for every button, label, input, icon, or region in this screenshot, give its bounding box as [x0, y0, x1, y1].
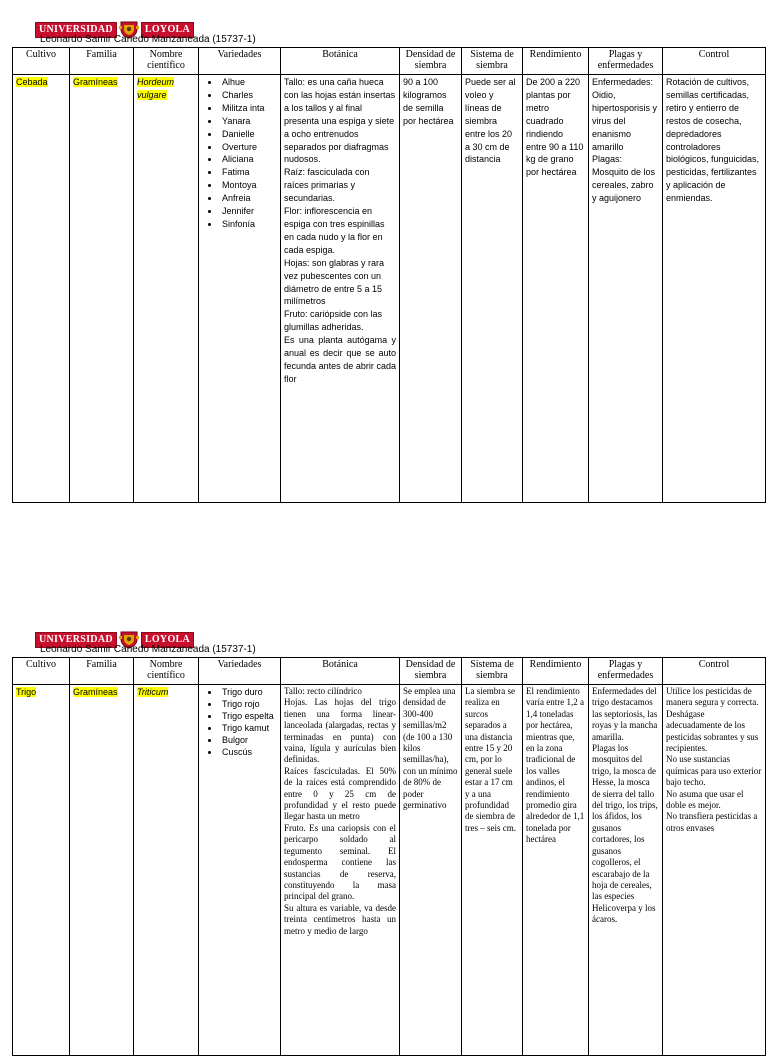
page-header: [0, 0, 768, 45]
list-item: • Trigo kamut: [220, 722, 277, 734]
list-item: • Trigo espelta: [220, 710, 277, 722]
plagas-paragraph: Plagas: Mosquito de los cereales, zabro y aguijonero: [592, 154, 656, 204]
list-item: • Yanara: [220, 115, 277, 128]
author-line: Leonardo Samir Canedo Manzaneada (15737-1): [40, 644, 256, 655]
botanica-paragraph: Hojas. Las hojas del trigo tienen una forma linear-lanceolada (alargadas, rectas y terminadas en punta) con vaina, lígula y aurículas bien definidas.: [284, 697, 396, 765]
col-header-familia: Familia: [70, 48, 134, 75]
cell-sistema: La siembra se realiza en surcos separados a una distancia entre 15 y 20 cm, por lo general suele estar a 17 cm y a una profundidad de siembra de tres – seis cm.: [462, 685, 523, 1056]
cell-familia: [70, 685, 134, 1056]
col-header-nombre-cientifico: Nombre científico: [134, 658, 199, 685]
botanica-paragraph: Tallo: es una caña hueca con las hojas están insertas a los tallos y al final presenta una espiga y siete a ocho entrenudos separados por diafragmas nudosos.: [284, 77, 396, 165]
list-item: • Anfreia: [220, 192, 277, 205]
col-header-nombre-cientifico: Nombre científico: [134, 48, 199, 75]
col-header-rendimiento: Rendimiento: [523, 658, 589, 685]
control-paragraph: No transfiera pesticidas a otros envases: [666, 811, 758, 833]
cell-cultivo: [13, 685, 70, 1056]
botanica-paragraph: Su altura es variable, va desde treinta centímetros hasta un metro y medio de largo: [284, 902, 396, 936]
cell-botanica: [281, 685, 400, 1056]
control-paragraph: No asuma que usar el doble es mejor.: [666, 788, 744, 811]
list-item: • Charles: [220, 89, 277, 102]
col-header-sistema: Sistema de siembra: [462, 658, 523, 685]
list-item: • Jennifer: [220, 205, 277, 218]
table-header-row: [13, 48, 766, 75]
logo-word-universidad: UNIVERSIDAD: [35, 22, 117, 38]
list-item: • Fatima: [220, 166, 277, 179]
cell-sistema: Puede ser al voleo y líneas de siembra entre los 20 a 30 cm de distancia: [462, 75, 523, 503]
cell-familia: [70, 75, 134, 503]
col-header-cultivo: Cultivo: [13, 658, 70, 685]
logo-word-loyola: LOYOLA: [141, 22, 194, 38]
col-header-plagas: Plagas y enfermedades: [589, 48, 663, 75]
botanica-paragraph: Hojas: son glabras y rara vez pubescentes con un diámetro de entre 5 a 15 milímetros: [284, 257, 385, 307]
cell-variedades: [199, 685, 281, 1056]
col-header-botanica: Botánica: [281, 48, 400, 75]
cell-rendimiento: De 200 a 220 plantas por metro cuadrado rindiendo entre 90 a 110 kg de grano por hectárea: [523, 75, 589, 503]
col-header-control: Control: [663, 658, 766, 685]
logo-word-loyola: LOYOLA: [141, 632, 194, 648]
control-paragraph: No use sustancias químicas para uso exterior bajo techo.: [666, 754, 762, 788]
cell-control: [663, 685, 766, 1056]
col-header-densidad: Densidad de siembra: [400, 48, 462, 75]
list-item: • Danielle: [220, 128, 277, 141]
plagas-paragraph: Plagas los mosquitos del trigo, la mosca de Hesse, la mosca de sierra del tallo del trigo, los trips, los áfidos, los gusanos cortadores, los gusanos cogolleros, el escarabajo de la hoja de cereales, las especies Helicoverpa y los ácaros.: [592, 743, 658, 925]
variety-list: [202, 686, 277, 758]
plagas-paragraph: Enfermedades: Oidio, hipertosporisis y virus del enanismo amarillo: [592, 77, 658, 152]
col-header-rendimiento: Rendimiento: [523, 48, 589, 75]
cultivo-text: Trigo: [16, 687, 37, 697]
document-page-2: [0, 610, 768, 936]
list-item: • Cuscús: [220, 746, 277, 758]
col-header-densidad: Densidad de siembra: [400, 658, 462, 685]
col-header-control: Control: [663, 48, 766, 75]
list-item: • Aliciana: [220, 153, 277, 166]
familia-text: Gramíneas: [73, 687, 118, 697]
table-row: [13, 685, 766, 1056]
list-item: • Alhue: [220, 76, 277, 89]
col-header-cultivo: Cultivo: [13, 48, 70, 75]
botanica-paragraph: Tallo: recto cilíndrico: [284, 686, 362, 696]
col-header-familia: Familia: [70, 658, 134, 685]
col-header-variedades: Variedades: [199, 658, 281, 685]
scientific-name-text: Hordeum vulgare: [137, 77, 175, 100]
crop-table: [12, 47, 766, 503]
plagas-paragraph: Enfermedades del trigo destacamos las septoriosis, las royas y la mancha amarilla.: [592, 686, 658, 742]
col-header-variedades: Variedades: [199, 48, 281, 75]
crop-table: [12, 657, 766, 1056]
cell-nombre-cientifico: [134, 685, 199, 1056]
cell-plagas: [589, 685, 663, 1056]
botanica-paragraph: Es una planta autógama y anual es decir que se auto fecunda antes de abrir cada flor: [284, 335, 396, 384]
col-header-sistema: Sistema de siembra: [462, 48, 523, 75]
cell-plagas: [589, 75, 663, 503]
list-item: • Militza inta: [220, 102, 277, 115]
cultivo-text: Cebada: [16, 77, 48, 87]
botanica-paragraph: Fruto. Es una cariopsis con el pericarpo soldado al tegumento seminal. El endosperma contiene las sustancias de reserva, constituyendo la masa principal del grano.: [284, 822, 396, 902]
botanica-paragraph: Raíces fasciculadas. El 50% de la raíces está comprendido entre 0 y 25 cm de profundidad y el resto puede llegar hasta un metro: [284, 765, 396, 822]
cell-variedades: [199, 75, 281, 503]
list-item: • Bulgor: [220, 734, 277, 746]
botanica-paragraph: Raíz: fasciculada con raíces primarias y secundarias.: [284, 167, 370, 204]
variety-list: [202, 76, 277, 231]
list-item: • Trigo rojo: [220, 698, 277, 710]
list-item: • Overture: [220, 141, 277, 154]
cell-botanica: [281, 75, 400, 503]
logo-word-universidad: UNIVERSIDAD: [35, 632, 117, 648]
col-header-plagas: Plagas y enfermedades: [589, 658, 663, 685]
cell-densidad: 90 a 100 kilogramos de semilla por hectárea: [400, 75, 462, 503]
cell-cultivo: [13, 75, 70, 503]
botanica-paragraph: Flor: inflorescencia en espiga con tres espinillas en cada nudo y la flor en cada espiga.: [284, 206, 385, 255]
familia-text: Gramíneas: [73, 77, 118, 87]
document-page-1: [0, 0, 768, 384]
author-line: Leonardo Samir Canedo Manzaneada (15737-1): [40, 34, 256, 45]
page-header: [0, 610, 768, 655]
list-item: • Sinfonía: [220, 218, 277, 231]
list-item: • Trigo duro: [220, 686, 277, 698]
cell-nombre-cientifico: [134, 75, 199, 503]
scientific-name-text: Triticum: [137, 687, 169, 697]
botanica-paragraph: Fruto: cariópside con las glumillas adheridas.: [284, 309, 383, 333]
control-paragraph: Deshágase adecuadamente de los pesticidas sobrantes y sus recipientes.: [666, 708, 759, 754]
control-paragraph: Utilice los pesticidas de manera segura y correcta.: [666, 686, 759, 708]
cell-control: Rotación de cultivos, semillas certificadas, retiro y entierro de restos de cosecha, depredadores controladores biológicos, funguicidas, pesticidas, fertilizantes y aplicación de enmiendas.: [663, 75, 766, 503]
cell-rendimiento: El rendimiento varía entre 1,2 a 1,4 toneladas por hectárea, mientras que, en la zona tradicional de los valles andinos, el rendimiento promedio gira alrededor de 1,1 tonelada por hectárea: [523, 685, 589, 1056]
list-item: • Montoya: [220, 179, 277, 192]
col-header-botanica: Botánica: [281, 658, 400, 685]
table-row: [13, 75, 766, 503]
table-header-row: [13, 658, 766, 685]
cell-densidad: Se emplea una densidad de 300-400 semillas/m2 (de 100 a 130 kilos semillas/ha), con un mínimo de 80% de poder germinativo: [400, 685, 462, 1056]
